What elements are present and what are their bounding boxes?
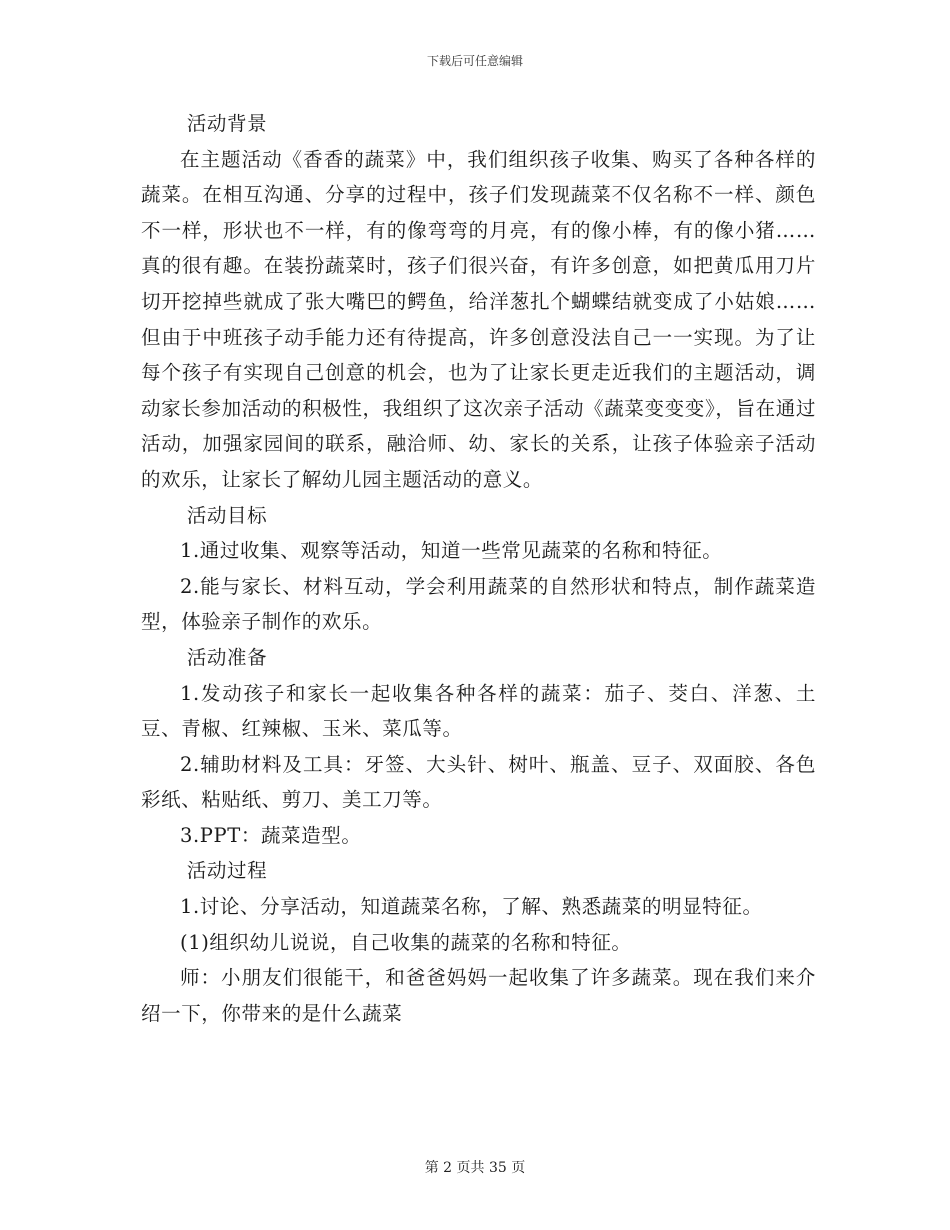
section-heading-background: 活动背景 bbox=[186, 112, 268, 135]
preparation-item-1: 1.发动孩子和家长一起收集各种各样的蔬菜：茄子、茭白、洋葱、土豆、青椒、红辣椒、玉米、菜瓜等。 bbox=[141, 681, 816, 741]
page-header: 下载后可任意编辑 bbox=[426, 54, 523, 68]
paragraph-background: 在主题活动《香香的蔬菜》中，我们组织孩子收集、购买了各种各样的蔬菜。在相互沟通、分享的过程中，孩子们发现蔬菜不仅名称不一样、颜色不一样，形状也不一样，有的像弯弯的月亮，有的像小棒，有的像小猪……真的很有趣。在装扮蔬菜时，孩子们很兴奋，有许多创意，如把黄瓜用刀片切开挖掉些就成了张大嘴巴的鳄鱼，给洋葱扎个蝴蝶结就变成了小姑娘……但由于中班孩子动手能力还有待提高，许多创意没法自己一一实现。为了让每个孩子有实现自己创意的机会，也为了让家长更走近我们的主题活动，调动家长参加活动的积极性，我组织了这次亲子活动《蔬菜变变变》，旨在通过活动，加强家园间的联系，融洽师、幼、家长的关系，让孩子体验亲子活动的欢乐，让家长了解幼儿园主题活动的意义。 bbox=[141, 147, 816, 491]
goal-item-1: 1.通过收集、观察等活动，知道一些常见蔬菜的名称和特征。 bbox=[180, 539, 723, 563]
preparation-item-3: 3.PPT：蔬菜造型。 bbox=[180, 823, 362, 847]
process-item-1: 1.讨论、分享活动，知道蔬菜名称，了解、熟悉蔬菜的明显特征。 bbox=[180, 895, 763, 919]
document-body bbox=[141, 106, 816, 1031]
teacher-dialogue: 师：小朋友们很能干，和爸爸妈妈一起收集了许多蔬菜。现在我们来介绍一下，你带来的是什么蔬菜 bbox=[141, 966, 816, 1025]
section-heading-process: 活动过程 bbox=[186, 859, 268, 883]
section-heading-preparation: 活动准备 bbox=[186, 645, 268, 669]
page-footer: 第 2 页共 35 页 bbox=[424, 1160, 526, 1176]
process-subitem-1: (1)组织幼儿说说，自己收集的蔬菜的名称和特征。 bbox=[180, 930, 632, 954]
preparation-item-2: 2.辅助材料及工具：牙签、大头针、树叶、瓶盖、豆子、双面胶、各色彩纸、粘贴纸、剪刀、美工刀等。 bbox=[141, 752, 816, 812]
goal-item-2: 2.能与家长、材料互动，学会利用蔬菜的自然形状和特点，制作蔬菜造型，体验亲子制作的欢乐。 bbox=[141, 574, 816, 634]
section-heading-goals: 活动目标 bbox=[186, 503, 268, 527]
